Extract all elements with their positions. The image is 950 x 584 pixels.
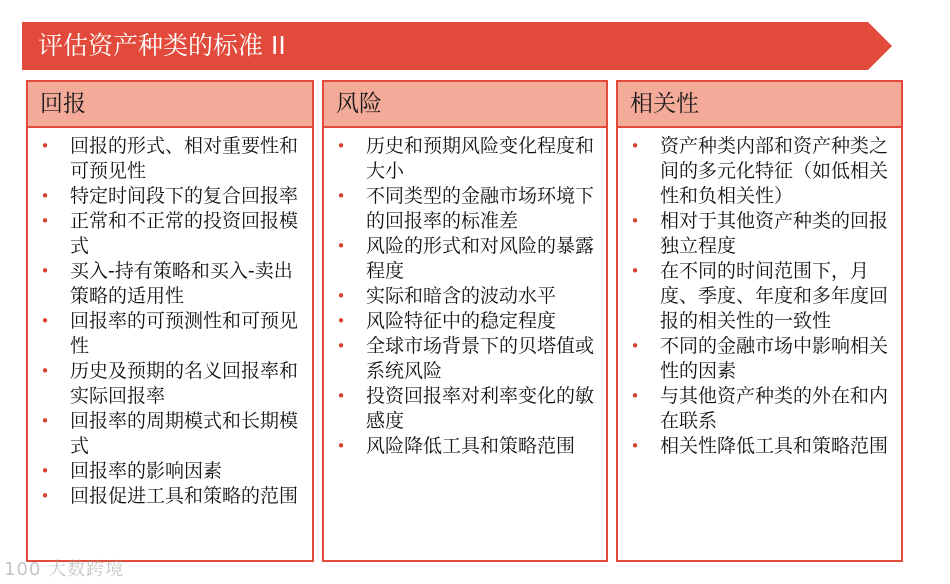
list-item bbox=[324, 309, 598, 334]
column-correlation bbox=[616, 80, 903, 562]
list-item bbox=[324, 284, 598, 309]
bullet-icon: • bbox=[40, 487, 50, 505]
bullet-icon: • bbox=[40, 312, 50, 330]
bullet-icon: • bbox=[630, 212, 640, 230]
list-item bbox=[324, 134, 598, 184]
list-item-text: 相关性降低工具和策略范围 bbox=[660, 435, 889, 457]
list-item bbox=[324, 434, 598, 459]
list-item-text: 相对于其他资产种类的回报独立程度 bbox=[660, 210, 889, 257]
list-item-text: 回报率的可预测性和可预见性 bbox=[70, 310, 299, 357]
list-item-text: 历史和预期风险变化程度和大小 bbox=[366, 135, 595, 182]
list-item-text: 历史及预期的名义回报率和实际回报率 bbox=[70, 360, 299, 407]
list-item bbox=[618, 259, 893, 334]
bullet-icon: • bbox=[40, 262, 50, 280]
list-item bbox=[28, 484, 304, 509]
criteria-list bbox=[28, 128, 312, 509]
list-item bbox=[28, 134, 304, 184]
column-returns bbox=[26, 80, 314, 562]
bullet-icon: • bbox=[40, 462, 50, 480]
list-item-text: 不同的金融市场中影响相关性的因素 bbox=[660, 335, 889, 382]
bullet-icon: • bbox=[630, 262, 640, 280]
bullet-icon: • bbox=[336, 187, 346, 205]
bullet-icon: • bbox=[336, 387, 346, 405]
bullet-icon: • bbox=[336, 337, 346, 355]
list-item bbox=[324, 384, 598, 434]
list-item bbox=[618, 209, 893, 259]
bullet-icon: • bbox=[336, 437, 346, 455]
list-item-text: 与其他资产种类的外在和内在联系 bbox=[660, 385, 889, 432]
list-item bbox=[324, 334, 598, 384]
column-header: 相关性 bbox=[618, 82, 901, 128]
column-header: 风险 bbox=[324, 82, 606, 128]
bullet-icon: • bbox=[630, 137, 640, 155]
list-item bbox=[324, 184, 598, 234]
list-item-text: 资产种类内部和资产种类之间的多元化特征（如低相关性和负相关性） bbox=[660, 135, 889, 207]
list-item bbox=[28, 209, 304, 259]
bullet-icon: • bbox=[630, 337, 640, 355]
criteria-list bbox=[618, 128, 901, 459]
bullet-icon: • bbox=[40, 137, 50, 155]
list-item bbox=[618, 384, 893, 434]
list-item-text: 全球市场背景下的贝塔值或系统风险 bbox=[366, 335, 595, 382]
bullet-icon: • bbox=[40, 412, 50, 430]
list-item-text: 不同类型的金融市场环境下的回报率的标准差 bbox=[366, 185, 595, 232]
page-title: 评估资产种类的标准 II bbox=[38, 31, 286, 60]
list-item bbox=[618, 434, 893, 459]
bullet-icon: • bbox=[336, 287, 346, 305]
list-item-text: 回报促进工具和策略的范围 bbox=[70, 485, 299, 507]
bullet-icon: • bbox=[40, 362, 50, 380]
criteria-list bbox=[324, 128, 606, 459]
bullet-icon: • bbox=[336, 137, 346, 155]
list-item bbox=[618, 334, 893, 384]
list-item bbox=[28, 184, 304, 209]
list-item-text: 回报率的周期模式和长期模式 bbox=[70, 410, 299, 457]
list-item bbox=[618, 134, 893, 209]
list-item bbox=[28, 359, 304, 409]
list-item bbox=[28, 259, 304, 309]
bullet-icon: • bbox=[630, 387, 640, 405]
list-item-text: 风险特征中的稳定程度 bbox=[366, 310, 557, 332]
bullet-icon: • bbox=[40, 187, 50, 205]
list-item-text: 实际和暗含的波动水平 bbox=[366, 285, 557, 307]
bullet-icon: • bbox=[336, 312, 346, 330]
list-item-text: 买入-持有策略和买入-卖出策略的适用性 bbox=[70, 260, 293, 307]
list-item-text: 回报率的影响因素 bbox=[70, 460, 223, 482]
list-item-text: 正常和不正常的投资回报模式 bbox=[70, 210, 299, 257]
bullet-icon: • bbox=[630, 437, 640, 455]
list-item bbox=[28, 459, 304, 484]
list-item bbox=[28, 309, 304, 359]
watermark-logo: 100 大数跨境 bbox=[4, 559, 125, 580]
column-risk bbox=[322, 80, 608, 562]
list-item-text: 风险的形式和对风险的暴露程度 bbox=[366, 235, 595, 282]
column-header: 回报 bbox=[28, 82, 312, 128]
bullet-icon: • bbox=[336, 237, 346, 255]
bullet-icon: • bbox=[40, 212, 50, 230]
title-banner bbox=[22, 22, 892, 70]
list-item-text: 特定时间段下的复合回报率 bbox=[70, 185, 299, 207]
list-item-text: 回报的形式、相对重要性和可预见性 bbox=[70, 135, 299, 182]
list-item-text: 在不同的时间范围下，月度、季度、年度和多年度回报的相关性的一致性 bbox=[660, 260, 889, 332]
list-item bbox=[324, 234, 598, 284]
list-item-text: 投资回报率对利率变化的敏感度 bbox=[366, 385, 595, 432]
list-item-text: 风险降低工具和策略范围 bbox=[366, 435, 576, 457]
list-item bbox=[28, 409, 304, 459]
